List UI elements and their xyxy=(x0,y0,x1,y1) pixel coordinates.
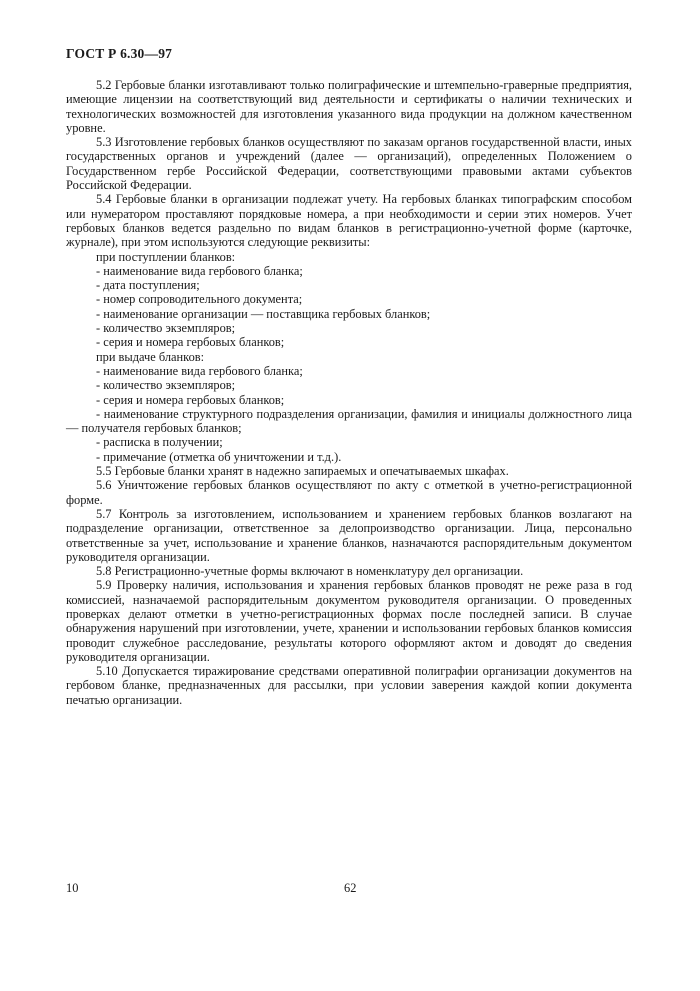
list-item: - наименование вида гербового бланка; xyxy=(96,263,303,278)
list-item: - примечание (отметка об уничтожении и т.д.). xyxy=(96,449,342,464)
list-item: - количество экземпляров; xyxy=(96,378,236,393)
document-header: ГОСТ Р 6.30—97 xyxy=(66,46,173,61)
list-item: - количество экземпляров; xyxy=(96,321,236,336)
list-item: - дата поступления; xyxy=(96,278,200,293)
list-item: - серия и номера гербовых бланков; xyxy=(96,392,285,407)
list-item: - номер сопроводительного документа; xyxy=(96,292,303,307)
document-body xyxy=(66,78,632,707)
paragraph: 5.4 Гербовые бланки в организации подлежат учету. На гербовых бланках типографским способом или нумератором проставляют порядковые номера, а при необходимости и серии этих номеров. Учет гербовых бланков ведется раздельно по видам бланков в регистрационно-учетной форме (карточке, журнале), при этом используются следующие реквизиты: xyxy=(66,192,632,250)
page-number: 10 xyxy=(66,881,79,895)
paragraph: 5.6 Уничтожение гербовых бланков осуществляют по акту с отметкой в учетно-регистрационной форме. xyxy=(66,478,632,507)
list-item: - расписка в получении; xyxy=(96,435,223,450)
paragraph: 5.5 Гербовые бланки хранят в надежно запираемых и опечатываемых шкафах. xyxy=(96,464,509,479)
paragraph: 5.10 Допускается тиражирование средствами оперативной полиграфии организации документов на гербовом бланке, предназначенных для рассылки, при условии заверения каждой копии документа печатью организации. xyxy=(66,664,632,707)
list-heading: при выдаче бланков: xyxy=(96,349,205,364)
list-item: - наименование вида гербового бланка; xyxy=(96,363,303,378)
paragraph: 5.3 Изготовление гербовых бланков осуществляют по заказам органов государственной власти, иных государственных органов и учреждений (далее — организаций), определенных Положением о Государственном гербе Российской Федерации, соответствующими правовыми актами субъектов Российской Федерации. xyxy=(66,135,632,193)
paragraph: 5.8 Регистрационно-учетные формы включают в номенклатуру дел организации. xyxy=(96,564,524,579)
list-item: - наименование структурного подразделения организации, фамилия и инициалы должностного лица — получателя гербовых бланков; xyxy=(66,406,632,436)
list-heading: при поступлении бланков: xyxy=(96,249,236,264)
paragraph: 5.7 Контроль за изготовлением, использованием и хранением гербовых бланков возлагают на подразделение организации, ответственное за делопроизводство организации. Лица, персонально ответственные за учет, использование и хранение бланков, назначаются распорядительным документом руководителя организации. xyxy=(66,506,632,564)
center-page-number: 62 xyxy=(344,881,357,895)
paragraph: 5.9 Проверку наличия, использования и хранения гербовых бланков проводят не реже раза в год комиссией, назначаемой распорядительным документом руководителя организации. О проведенных проверках делают отметки в учетно-регистрационных формах после последней записи. В случае обнаружения нарушений при изготовлении, учете, хранении и использовании гербовых бланков комиссия проводит служебное расследование, результаты которого оформляют актом и доводят до сведения руководителя организации. xyxy=(66,578,632,664)
paragraph: 5.2 Гербовые бланки изготавливают только полиграфические и штемпельно-граверные предприятия, имеющие лицензии на соответствующий вид деятельности и сертификаты о наличии технических и технологических возможностей для изготовления указанного вида продукции на должном качественном уровне. xyxy=(66,78,632,135)
list-item: - серия и номера гербовых бланков; xyxy=(96,335,285,350)
list-item: - наименование организации — поставщика гербовых бланков; xyxy=(96,306,431,321)
